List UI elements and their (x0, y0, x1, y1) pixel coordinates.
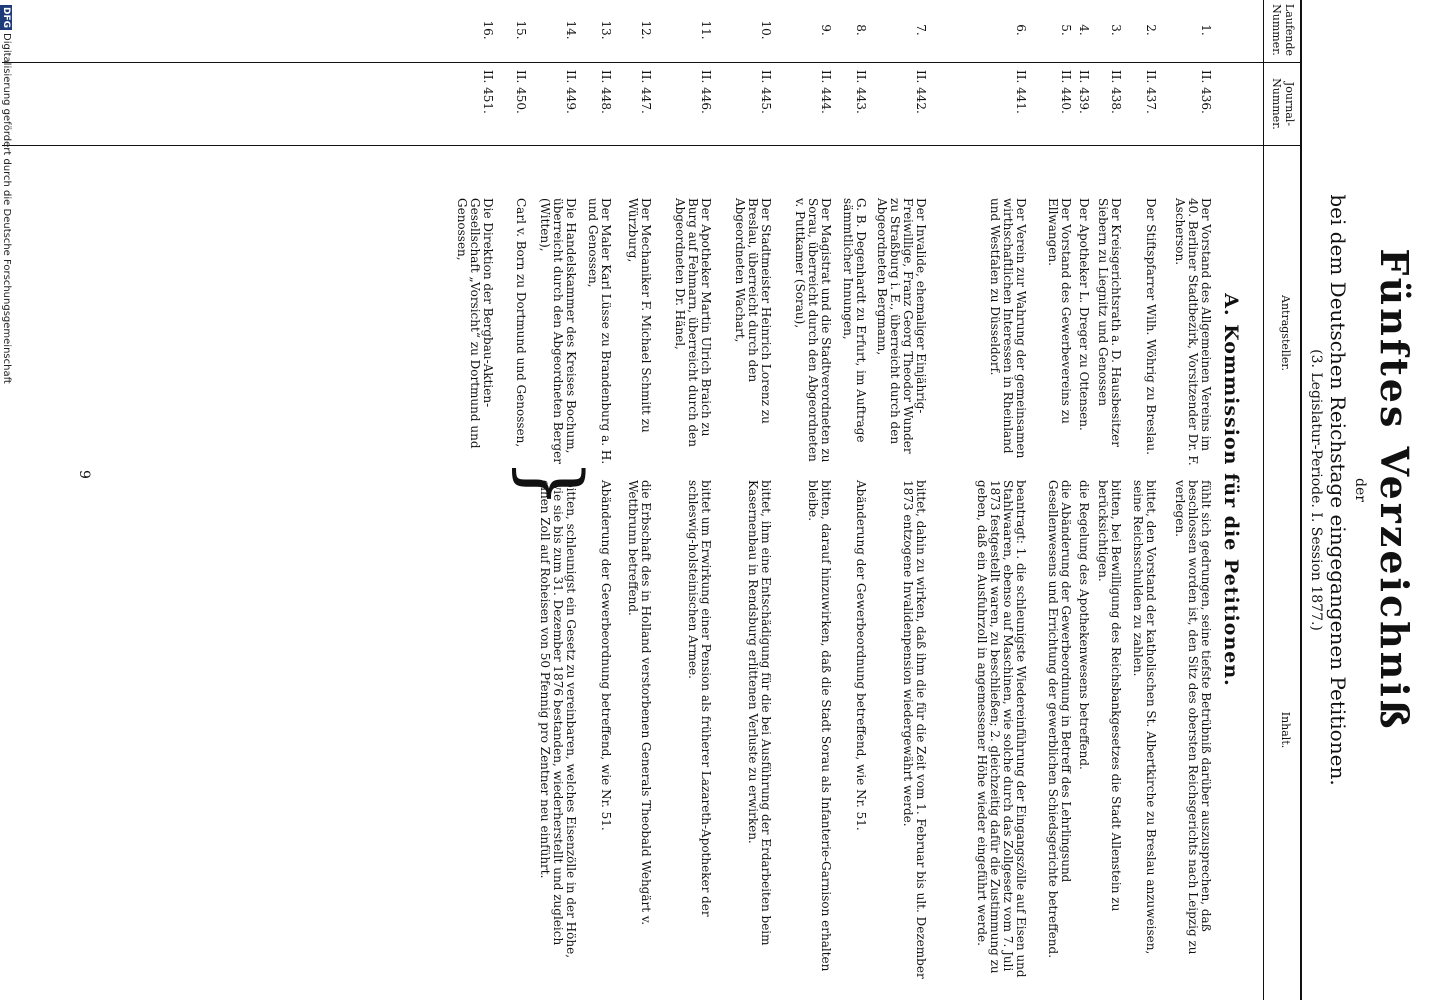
row-lfd: 10. (759, 20, 773, 40)
row-content: die Regelung des Apothekenwesens betreffend. (1077, 480, 1091, 770)
row-journal: II. 447. (639, 70, 653, 114)
row-lfd: 13. (599, 20, 613, 40)
row-lfd: 5. (1059, 24, 1073, 36)
row-journal: II. 441. (1014, 70, 1028, 114)
row-sender: Der Kreisgerichtsrath a. D. Hausbesitzer Siebern zu Liegnitz und Genossen (1096, 198, 1123, 447)
row-journal: II. 442. (914, 70, 928, 114)
row-sender: Der Vorstand des Gewerbevereins zu Ellwangen. (1046, 198, 1073, 424)
row-journal: II. 437. (1144, 70, 1158, 114)
row-content: Abänderung der Gewerbeordnung betreffend, wie Nr. 51. (599, 480, 613, 831)
row-lfd: 9. (819, 24, 833, 36)
row-journal: II. 445. (759, 70, 773, 114)
row-sender: Der Apotheker Martin Ulrich Braich zu Burg auf Fehmarn, überreicht durch den Abgeordneten Dr. Hänel, (673, 198, 713, 447)
row-content: bitten, schleunigst ein Gesetz zu vereinbaren, welches Eisenzölle in der Höhe, wie sie bis zum 31. Dezember 1876 bestanden, wiederherstellt und zugleich einen Zoll auf Roheisen von 50 Pfennig pro Zentner neu einführt. (538, 480, 578, 959)
row-journal: II. 439. (1077, 70, 1091, 114)
row-sender: Der Maler Karl Lüsse zu Brandenburg a. H. und Genossen, (586, 198, 613, 465)
row-lfd: 7. (914, 24, 928, 36)
row-journal: II. 443. (854, 70, 868, 114)
table-top-rule (1300, 0, 1302, 1000)
row-sender: Der Mechaniker F. Michael Schmitt zu Würzburg, (626, 198, 653, 433)
row-content: die Abänderung der Gewerbeordnung in Betreff des Lehrlingsund Gesellenwesens und Errichtung der gewerblichen Schiedsgerichte betreffend. (1046, 480, 1073, 959)
grouping-brace: } (506, 458, 599, 509)
row-sender: Der Invalide, ehemaliger Einjährig-Freiwillige, Franz Georg Theodor Wunder zu Straßburg i. E., überreicht durch den Abgeordneten Bergmann, (875, 198, 928, 454)
row-sender: Der Vorstand des Allgemeinen Vereins im 40. Berliner Stadtbezirk, Vorsitzender Dr. F. Ascherson. (1173, 198, 1213, 466)
footer-credit (0, 5, 12, 384)
page-subtitle: bei dem Deutschen Reichstage eingegangenen Petitionen. (1326, 194, 1350, 786)
title-article: der (1352, 478, 1368, 502)
row-journal: II. 436. (1199, 70, 1213, 114)
title-block (1306, 60, 1417, 920)
row-lfd: 3. (1109, 24, 1123, 36)
row-journal: II. 444. (819, 70, 833, 114)
row-lfd: 8. (854, 24, 868, 36)
row-sender: G. B. Degenhardt zu Erfurt, im Auftrage sämmtlicher Innungen, (841, 198, 868, 443)
table-header-rule (1263, 0, 1264, 1000)
row-sender: Der Stadtmeister Heinrich Lorenz zu Breslau, überreicht durch den Abgeordneten Wachart, (733, 198, 773, 424)
row-content: die Erbschaft des in Holland verstorbenen Generals Theobald Wehgärt v. Wettbrunn betreffend. (626, 480, 653, 926)
row-content: bittet, dahin zu wirken, daß ihm die für die Zeit vom 1. Februar bis ult. Dezember 1873 entzogene Invalidenpension wiedergewährt werde. (901, 480, 928, 979)
row-journal: II. 446. (699, 70, 713, 114)
row-sender: Der Verein zur Wahrung der gemeinsamen wirthschaftlichen Interessen in Rheinland und Westfalen zu Düsseldorf. (988, 198, 1028, 459)
row-journal: II. 440. (1059, 70, 1073, 114)
row-content: bittet um Erwirkung einer Pension als früherer Lazareth-Apotheker der schleswig-holsteinischen Armee. (686, 480, 713, 917)
row-content: bittet, den Vorstand der katholischen St. Albertkirche zu Breslau anzuweisen, seine Reichsschulden zu zahlen. (1131, 480, 1158, 955)
row-sender: Die Direktion der Bergbau-Aktien-Gesellschaft „Vorsicht“ zu Dortmund und Genossen, (455, 198, 495, 449)
row-lfd: 6. (1014, 24, 1028, 36)
row-content: bitten, bei Bewilligung des Reichsbankgesetzes die Stadt Allenstein zu berücksichtigen. (1096, 480, 1123, 912)
row-content: Abänderung der Gewerbeordnung betreffend, wie Nr. 51. (854, 480, 868, 831)
row-sender: Die Handelskammer des Kreises Bochum, überreicht durch den Abgeordneten Berger (Witten), (538, 198, 578, 464)
row-content: beantragt: 1. die schleunigste Wiedereinführung der Eingangszölle auf Eisen und Stahlwaaren, ebenso auf Maschinen, wie solche durch das Zollgesetz vom 7. Juli 1873 festgestellt waren, zu beschließen; 2. gleichzeitig dafür die Zustimmung zu geben, daß ein Ausfuhrzoll in angemessener Höhe wieder eingeführt werde. (975, 480, 1028, 978)
row-lfd: 12. (639, 20, 653, 40)
column-header-content: Inhalt. (1279, 711, 1292, 749)
legislative-period: (3. Legislatur-Periode. I. Session 1877.) (1308, 349, 1324, 631)
dfg-logo: DFG (1, 7, 11, 29)
column-header-sender: Antragsteller. (1279, 295, 1292, 371)
row-journal: II. 449. (564, 70, 578, 114)
column-divider-2 (2, 145, 1302, 146)
row-lfd: 4. (1077, 24, 1091, 36)
section-heading: A. Kommission für die Petitionen. (1220, 293, 1242, 687)
row-content: fühlt sich gedrungen, seine tiefste Betrübniß darüber auszusprechen, daß beschlossen worden ist, den Sitz des obersten Reichsgerichts nach Leipzig zu verlegen. (1173, 480, 1213, 955)
row-sender: Der Apotheker L. Dreger zu Ottensen. (1077, 198, 1091, 431)
row-journal: II. 448. (599, 70, 613, 114)
row-lfd: 16. (481, 20, 495, 40)
footer-credit-text: Digitalisierung gefördert durch die Deutsche Forschungsgemeinschaft (1, 33, 12, 384)
row-lfd: 11. (699, 20, 713, 40)
row-lfd: 15. (514, 20, 528, 40)
column-header-journal: Journal-Nummer. (1270, 78, 1296, 130)
row-content: bitten, darauf hinzuwirken, daß die Stadt Sorau als Infanterie-Garnison erhalten bleibe. (806, 480, 833, 972)
row-lfd: 14. (564, 20, 578, 40)
page-title: Fünftes Verzeichniß (1372, 248, 1417, 732)
row-sender: Der Stiftspfarrer Wilh. Wöhrig zu Breslau. (1144, 198, 1158, 455)
row-journal: II. 451. (481, 70, 495, 114)
row-lfd: 2. (1144, 24, 1158, 36)
column-divider-1 (2, 62, 1302, 63)
row-journal: II. 438. (1109, 70, 1123, 114)
row-journal: II. 450. (514, 70, 528, 114)
page-number: 9 (76, 470, 92, 479)
row-lfd: 1. (1199, 24, 1213, 36)
row-sender: Der Magistrat und die Stadtverordneten zu Sorau, überreicht durch den Abgeordneten v. Puttkamer (Sorau), (793, 198, 833, 463)
row-content: bittet, ihm eine Entschädigung für die bei Ausführung der Erdarbeiten beim Kasernenbau in Rendsburg erlittenen Verluste zu erwirken. (746, 480, 773, 946)
row-sender: Carl v. Born zu Dortmund und Genossen, (514, 198, 528, 448)
column-header-lfd: Laufende Nummer. (1270, 3, 1296, 57)
